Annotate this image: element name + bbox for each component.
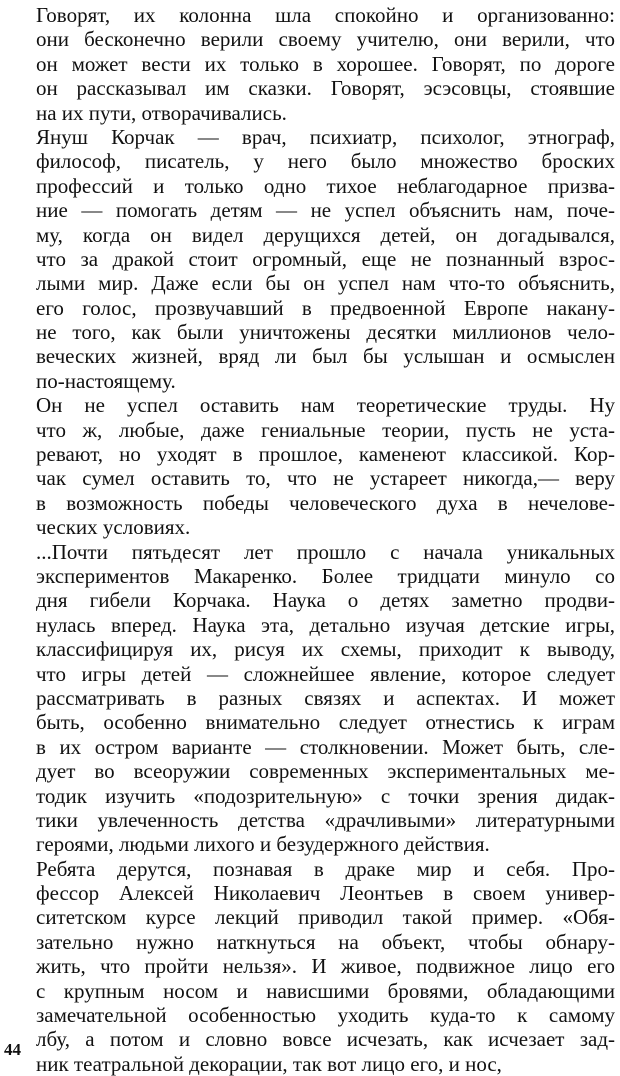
text-line: рассматривать в разных связях и аспектах. И может: [36, 685, 615, 710]
text-line: он рассказывал им сказки. Говорят, эсэсовцы, стоявшие: [36, 76, 615, 101]
text-line: чак сумел оставить то, что не устареет никогда,— веру: [36, 466, 615, 491]
text-line: философ, писатель, у него было множество броских: [36, 149, 615, 174]
paragraph: [5, 125, 615, 393]
text-line: веческих жизней, вряд ли был бы услышан и осмыслен: [36, 344, 615, 369]
text-line: классифицируя их, рисуя их схемы, приходит к выводу,: [36, 637, 615, 662]
text-line: ник театральной декорации, так вот лицо его, и нос,: [36, 1051, 502, 1076]
text-line: на их пути, отворачивались.: [36, 100, 287, 125]
text-line: ...Почти пятьдесят лет прошло с начала уникальных: [36, 539, 615, 564]
text-line: Он не успел оставить нам теоретические труды. Ну: [36, 393, 615, 418]
text-line: тики увлеченность детства «драчливыми» литературными: [36, 807, 615, 832]
text-line: быть, особенно внимательно следует отнестись к играм: [36, 710, 615, 735]
text-line: по-настоящему.: [36, 368, 176, 393]
text-line: зательно нужно наткнуться на объект, чтобы обнару-: [36, 929, 615, 954]
text-line: профессий и только одно тихое неблагодарное призва-: [36, 173, 615, 198]
text-line: лбу, а потом и словно вовсе исчезать, как исчезает зад-: [36, 1027, 615, 1052]
text-line: замечательной особенностью уходить куда-то к самому: [36, 1003, 615, 1028]
text-line: в их остром варианте — столкновении. Может быть, сле-: [36, 734, 615, 759]
text-line: его голос, прозвучавший в предвоенной Европе накану-: [36, 295, 615, 320]
text-line: в возможность победы человеческого духа в нечелове-: [36, 490, 615, 515]
text-line: тодик изучить «подозрительную» с точки зрения дидак-: [36, 783, 615, 808]
text-line: му, когда он видел дерущихся детей, он догадывался,: [36, 222, 615, 247]
text-line: Ребята дерутся, познавая в драке мир и себя. Про-: [36, 856, 615, 881]
text-line: не того, как были уничтожены десятки миллионов чело-: [36, 320, 615, 345]
text-line: они бесконечно верили своему учителю, они верили, что: [36, 27, 615, 52]
text-line: с крупным носом и нависшими бровями, обладающими: [36, 978, 615, 1003]
paragraph: [5, 540, 615, 857]
paragraph: [5, 857, 615, 1076]
body-text: [5, 3, 615, 1076]
text-line: дня гибели Корчака. Наука о детях заметно продви-: [36, 588, 615, 613]
text-line: дует во всеоружии современных экспериментальных ме-: [36, 759, 615, 784]
paragraph: [5, 3, 615, 125]
text-line: что ж, любые, даже гениальные теории, пусть не уста-: [36, 417, 615, 442]
page-number: 44: [4, 1040, 21, 1059]
text-line: лыми мир. Даже если бы он успел нам что-то объяснить,: [36, 271, 615, 296]
text-line: что за дракой стоит огромный, еще не познанный взрос-: [36, 246, 615, 271]
text-line: жить, что пройти нельзя». И живое, подвижное лицо его: [36, 954, 615, 979]
text-line: ческих условиях.: [36, 515, 191, 540]
text-line: ситетском курсе лекций приводил такой пример. «Обя-: [36, 905, 615, 930]
text-line: фессор Алексей Николаевич Леонтьев в своем универ-: [36, 881, 615, 906]
text-line: ревают, но уходят в прошлое, каменеют классикой. Кор-: [36, 442, 615, 467]
text-line: что игры детей — сложнейшее явление, которое следует: [36, 661, 615, 686]
text-line: Говорят, их колонна шла спокойно и организованно:: [36, 3, 615, 27]
text-line: героями, людьми лихого и безудержного действия.: [36, 832, 490, 857]
text-line: экспериментов Макаренко. Более тридцати минуло со: [36, 563, 615, 588]
text-line: нулась вперед. Наука эта, детально изучая детские игры,: [36, 612, 615, 637]
paragraph: [5, 393, 615, 539]
text-line: Януш Корчак — врач, психиатр, психолог, этнограф,: [36, 124, 615, 149]
text-line: ние — помогать детям — не успел объяснить нам, поче-: [36, 198, 615, 223]
text-line: он может вести их только в хорошее. Говорят, по дороге: [36, 51, 615, 76]
